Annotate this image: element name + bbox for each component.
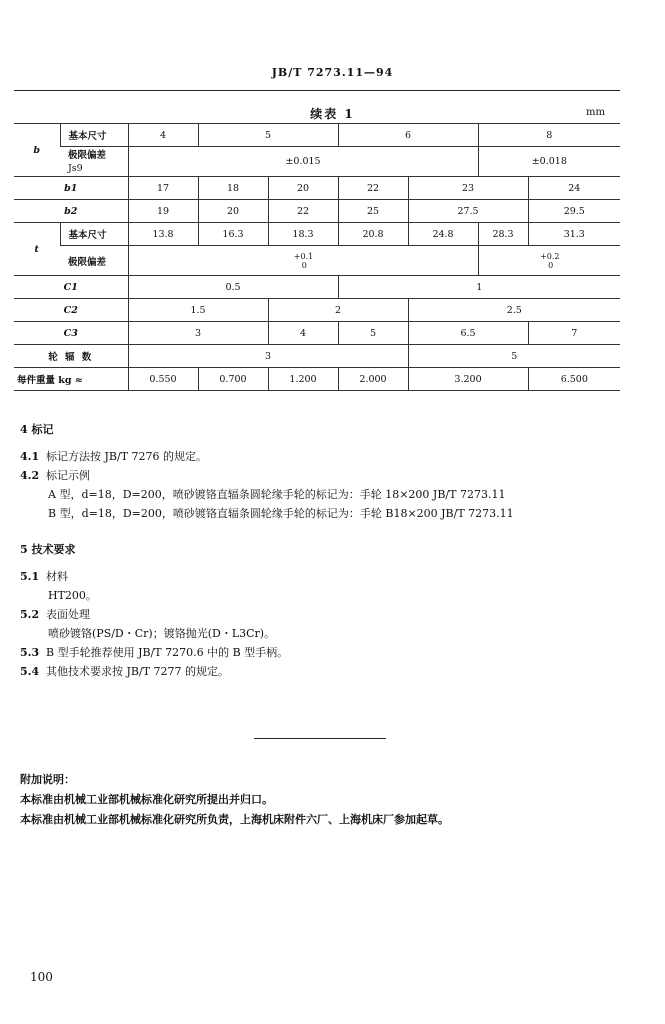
- cell: 24: [528, 177, 620, 200]
- cell: 2.5: [408, 299, 620, 322]
- symbol-b: b: [14, 124, 60, 177]
- tol-lower: 0: [548, 260, 554, 270]
- cell: 1.5: [128, 299, 268, 322]
- cell: 7: [528, 322, 620, 345]
- clause-5-2-value: 喷砂镀铬(PS/D・Cr)；镀铬抛光(D・L3Cr)。: [48, 627, 276, 640]
- clause-text: 材料: [46, 570, 68, 583]
- section-4: [20, 420, 640, 523]
- symbol-b1: b1: [14, 177, 128, 200]
- section-4-title: 4 标记: [20, 423, 54, 436]
- table-row-t-tol: [14, 246, 620, 276]
- section-5: [20, 540, 640, 681]
- t-tol-label: 极限偏差: [60, 246, 128, 276]
- cell: 27.5: [408, 200, 528, 223]
- symbol-c2: C2: [14, 299, 128, 322]
- cell: 5: [338, 322, 408, 345]
- cell: 23: [408, 177, 528, 200]
- symbol-c3: C3: [14, 322, 128, 345]
- cell: 17: [128, 177, 198, 200]
- cell: 25: [338, 200, 408, 223]
- cell: 31.3: [528, 223, 620, 246]
- clause-number: 5.4: [20, 665, 40, 678]
- cell: 6: [338, 124, 478, 147]
- cell: 13.8: [128, 223, 198, 246]
- cell: ±0.018: [478, 147, 620, 177]
- cell: 22: [338, 177, 408, 200]
- section-5-title: 5 技术要求: [20, 543, 76, 556]
- standard-number-header: JB/T 7273.11—94: [271, 66, 394, 79]
- clause-number: 4.2: [20, 469, 40, 482]
- clause-5-3: [20, 643, 640, 662]
- cell: 6.500: [528, 368, 620, 391]
- b-tol-label: [60, 147, 128, 177]
- clause-5-1-value: HT200。: [48, 589, 97, 602]
- cell: 18.3: [268, 223, 338, 246]
- symbol-c1: C1: [14, 276, 128, 299]
- example-b: B 型，d=18，D=200，喷砂镀铬直辐条圆轮缘手轮的标记为：手轮 B18×200 JB/T 7273.11: [48, 507, 514, 520]
- cell: 29.5: [528, 200, 620, 223]
- clause-5-1: [20, 567, 640, 586]
- clause-4-2: [20, 466, 640, 485]
- table-caption: 续表 1: [310, 107, 355, 121]
- tol-upper: +0.2: [540, 251, 560, 261]
- table-row-b-tol: [14, 147, 620, 177]
- cell: 1.200: [268, 368, 338, 391]
- symbol-t: t: [14, 223, 60, 276]
- clause-number: 5.2: [20, 608, 40, 621]
- cell: 6.5: [408, 322, 528, 345]
- table-row-b-basic: [14, 124, 620, 147]
- cell: 22: [268, 200, 338, 223]
- cell: 18: [198, 177, 268, 200]
- cell: 0.5: [128, 276, 338, 299]
- additional-title: 附加说明：: [20, 773, 75, 786]
- header-rule: [14, 90, 620, 91]
- table-row-weight: [14, 368, 620, 391]
- cell: 28.3: [478, 223, 528, 246]
- clause-text: 标记方法按 JB/T 7276 的规定。: [46, 450, 208, 463]
- tol-lower: 0: [301, 260, 307, 270]
- b-basic-label: 基本尺寸: [60, 124, 128, 147]
- cell: 20: [268, 177, 338, 200]
- clause-5-4: [20, 662, 640, 681]
- clause-text: 标记示例: [46, 469, 90, 482]
- t-tol-cell-1: [128, 246, 478, 276]
- weight-label: 每件重量 kg ≈: [14, 368, 128, 391]
- cell: 20: [198, 200, 268, 223]
- t-basic-label: 基本尺寸: [60, 223, 128, 246]
- clause-5-2: [20, 605, 640, 624]
- cell: 5: [408, 345, 620, 368]
- clause-number: 5.1: [20, 570, 40, 583]
- cell: 3: [128, 345, 408, 368]
- b-tol-label-1: 极限偏差: [68, 149, 107, 161]
- cell: 4: [128, 124, 198, 147]
- clause-4-1: [20, 447, 640, 466]
- table-row-c1: [14, 276, 620, 299]
- table-row-c2: [14, 299, 620, 322]
- end-divider: [254, 738, 386, 739]
- cell: 16.3: [198, 223, 268, 246]
- clause-text: 表面处理: [46, 608, 90, 621]
- clause-number: 4.1: [20, 450, 40, 463]
- cell: 4: [268, 322, 338, 345]
- symbol-b2: b2: [14, 200, 128, 223]
- cell: ±0.015: [128, 147, 478, 177]
- t-tol-cell-2: [478, 246, 620, 276]
- clause-text: B 型手轮推荐使用 JB/T 7270.6 中的 B 型手柄。: [46, 646, 289, 659]
- cell: 20.8: [338, 223, 408, 246]
- cell: 2: [268, 299, 408, 322]
- spokes-label: 轮 辐 数: [14, 345, 128, 368]
- clause-text: 其他技术要求按 JB/T 7277 的规定。: [46, 665, 230, 678]
- cell: 24.8: [408, 223, 478, 246]
- tolerance-stack: [294, 252, 313, 270]
- cell: 0.700: [198, 368, 268, 391]
- cell: 1: [338, 276, 620, 299]
- additional-line-2: 本标准由机械工业部机械标准化研究所负责，上海机床附件六厂、上海机床厂参加起草。: [20, 813, 449, 826]
- cell: 0.550: [128, 368, 198, 391]
- clause-number: 5.3: [20, 646, 40, 659]
- additional-notes: [20, 770, 640, 830]
- cell: 19: [128, 200, 198, 223]
- cell: 8: [478, 124, 620, 147]
- table-row-b2: [14, 200, 620, 223]
- tol-upper: +0.1: [293, 251, 314, 261]
- table-row-c3: [14, 322, 620, 345]
- cell: 5: [198, 124, 338, 147]
- example-a: A 型，d=18，D=200，喷砂镀铬直辐条圆轮缘手轮的标记为：手轮 18×200 JB/T 7273.11: [48, 488, 506, 501]
- cell: 2.000: [338, 368, 408, 391]
- cell: 3: [128, 322, 268, 345]
- b-tol-label-2: Js9: [68, 162, 83, 174]
- table-row-t-basic: [14, 223, 620, 246]
- dimension-table: [14, 123, 620, 391]
- cell: 3.200: [408, 368, 528, 391]
- table-row-spokes: [14, 345, 620, 368]
- page-number: 100: [30, 970, 53, 984]
- unit-label: mm: [586, 107, 605, 118]
- additional-line-1: 本标准由机械工业部机械标准化研究所提出并归口。: [20, 793, 273, 806]
- tolerance-stack: [540, 252, 559, 270]
- table-row-b1: [14, 177, 620, 200]
